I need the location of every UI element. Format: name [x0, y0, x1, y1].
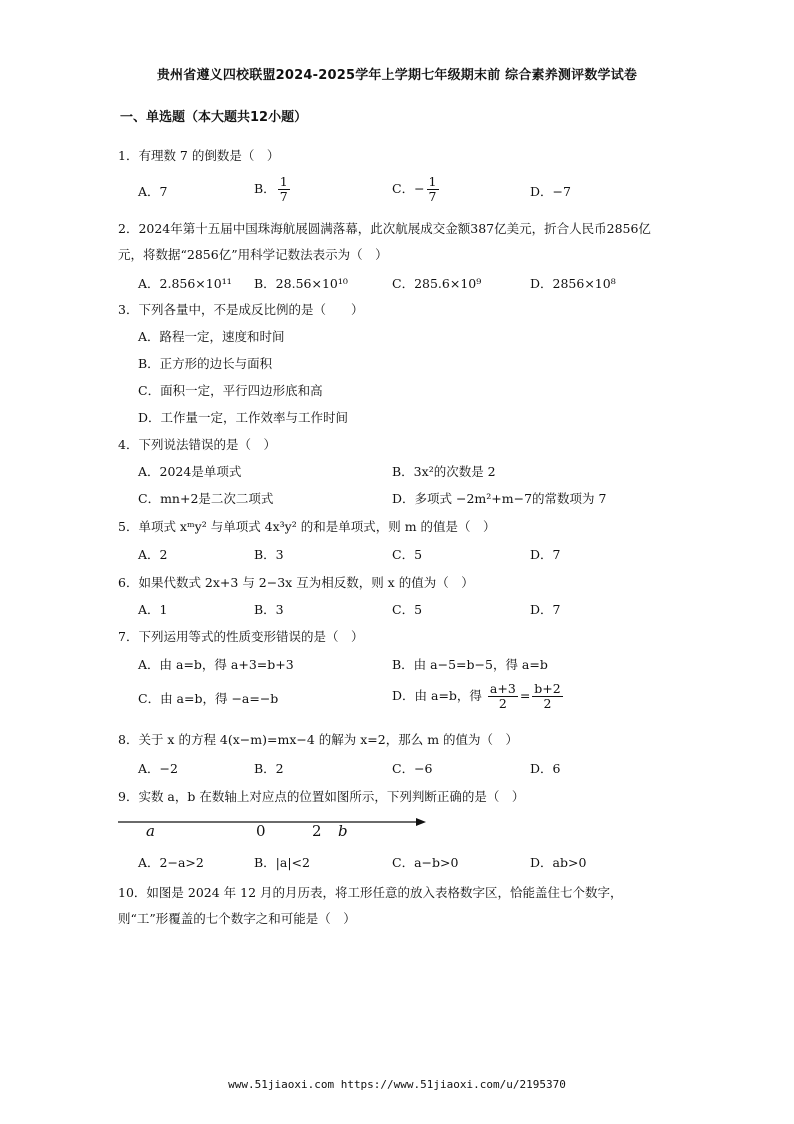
fraction-denominator: 7 — [279, 189, 288, 204]
q3-option-d: D．工作量一定，工作效率与工作时间 — [138, 410, 349, 425]
q8-option-c: C．−6 — [392, 761, 433, 776]
question-8-stem: 8．关于 x 的方程 4(x−m)=mx−4 的解为 x=2，那么 m 的值为（ ） — [118, 732, 519, 747]
q6-option-a: A．1 — [138, 602, 168, 617]
question-5-stem: 5．单项式 xᵐy² 与单项式 4x³y² 的和是单项式，则 m 的值是（ ） — [118, 519, 496, 534]
q1-option-c — [392, 175, 441, 204]
q5-option-a: A．2 — [138, 547, 168, 562]
q2-option-c: C．285.6×10⁹ — [392, 276, 482, 291]
fraction-numerator: b+2 — [534, 681, 561, 696]
q1-option-b-prefix: B． — [254, 181, 276, 196]
question-4-stem: 4．下列说法错误的是（ ） — [118, 437, 276, 452]
question-7-stem: 7．下列运用等式的性质变形错误的是（ ） — [118, 629, 364, 644]
number-line-axis — [118, 812, 428, 832]
question-3-stem: 3．下列各量中，不是成反比例的是（ ） — [118, 302, 364, 317]
q7-option-d — [392, 682, 565, 711]
q3-option-a: A．路程一定，速度和时间 — [138, 329, 285, 344]
fraction-numerator: 1 — [428, 174, 437, 189]
equals-sign: = — [519, 688, 531, 703]
question-9-stem: 9．实数 a，b 在数轴上对应点的位置如图所示，下列判断正确的是（ ） — [118, 789, 525, 804]
number-line-label-two: 2 — [312, 822, 322, 840]
q7-option-b: B．由 a−5=b−5，得 a=b — [392, 657, 548, 672]
q4-option-b: B．3x²的次数是 2 — [392, 464, 496, 479]
q9-option-c: C．a−b>0 — [392, 855, 459, 870]
watermark-footer: www.51jiaoxi.com https://www.51jiaoxi.com/u/2195370 — [228, 1078, 566, 1091]
number-line-label-zero: 0 — [256, 822, 266, 840]
q2-option-d: D．2856×10⁸ — [530, 276, 616, 291]
q9-option-b: B．|a|<2 — [254, 855, 310, 870]
q1-option-b-fraction — [278, 175, 290, 204]
number-line-label-a: a — [146, 822, 155, 840]
q8-option-b: B．2 — [254, 761, 284, 776]
question-6-stem: 6．如果代数式 2x+3 与 2−3x 互为相反数，则 x 的值为（ ） — [118, 575, 474, 590]
q3-option-b: B．正方形的边长与面积 — [138, 356, 273, 371]
number-line-label-b: b — [338, 822, 348, 840]
q1-option-c-fraction — [427, 175, 439, 204]
q7-option-d-fraction-left — [488, 682, 518, 711]
q7-option-d-fraction-right — [532, 682, 562, 711]
q6-option-b: B．3 — [254, 602, 284, 617]
q7-option-c: C．由 a=b，得 −a=−b — [138, 691, 279, 706]
q4-option-a: A．2024是单项式 — [138, 464, 242, 479]
fraction-numerator: 1 — [279, 174, 288, 189]
fraction-numerator: a+3 — [489, 681, 516, 696]
q8-option-d: D．6 — [530, 761, 561, 776]
q2-option-a: A．2.856×10¹¹ — [138, 276, 232, 291]
question-2-stem: 2．2024年第十五届中国珠海航展圆满落幕，此次航展成交金额387亿美元，折合人民币2856亿元，将数据“2856亿”用科学记数法表示为（ ） — [118, 221, 651, 262]
exam-title: 贵州省遵义四校联盟2024-2025学年上学期七年级期末前 综合素养测评数学试卷 — [156, 68, 638, 83]
q4-option-d: D．多项式 −2m²+m−7的常数项为 7 — [392, 491, 607, 506]
q7-option-d-prefix: D．由 a=b，得 — [392, 688, 482, 703]
q1-option-c-prefix: C．− — [392, 181, 425, 196]
q2-option-b: B．28.56×10¹⁰ — [254, 276, 348, 291]
q9-option-d: D．ab>0 — [530, 855, 587, 870]
q7-option-a: A．由 a=b，得 a+3=b+3 — [138, 657, 294, 672]
q8-option-a: A．−2 — [138, 761, 178, 776]
fraction-denominator: 7 — [428, 189, 437, 204]
q4-option-c: C．mn+2是二次二项式 — [138, 491, 274, 506]
q3-option-c: C．面积一定，平行四边形底和高 — [138, 383, 323, 398]
q6-option-c: C．5 — [392, 602, 423, 617]
question-10-stem: 10．如图是 2024 年 12 月的月历表，将工形任意的放入表格数字区，恰能盖住七个数字，则“工”形覆盖的七个数字之和可能是（ ） — [118, 885, 623, 926]
q5-option-c: C．5 — [392, 547, 423, 562]
q6-option-d: D．7 — [530, 602, 561, 617]
q1-option-a: A．7 — [138, 184, 168, 199]
q5-option-b: B．3 — [254, 547, 284, 562]
question-1-stem: 1．有理数 7 的倒数是（ ） — [118, 148, 280, 163]
number-line-figure — [118, 808, 428, 848]
q9-option-a: A．2−a>2 — [138, 855, 204, 870]
q1-option-d: D．−7 — [530, 184, 571, 199]
fraction-denominator: 2 — [543, 696, 552, 711]
section-heading: 一、单选题（本大题共12小题） — [120, 110, 308, 125]
fraction-denominator: 2 — [498, 696, 507, 711]
q5-option-d: D．7 — [530, 547, 561, 562]
q1-option-b — [254, 175, 292, 204]
